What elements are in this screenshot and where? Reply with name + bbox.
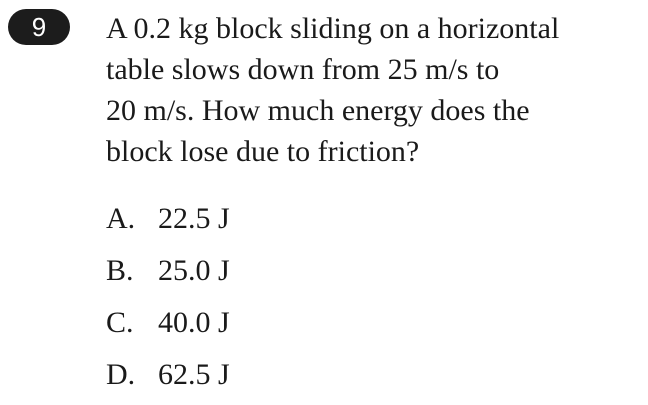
option-c-text: 40.0 J: [158, 306, 230, 339]
question-line-3: 20 m/s. How much energy does the: [106, 94, 530, 127]
option-d-text: 62.5 J: [158, 358, 230, 391]
question-number-badge: 9: [8, 9, 70, 45]
question-line-4: block lose due to friction?: [106, 135, 420, 168]
option-c[interactable]: [106, 301, 230, 353]
question-line-2: table slows down from 25 m/s to: [106, 53, 500, 86]
option-d-letter: D.: [106, 358, 136, 391]
question-text: [106, 8, 646, 172]
option-b-text: 25.0 J: [158, 254, 230, 287]
option-a-letter: A.: [106, 202, 136, 235]
option-a[interactable]: [106, 197, 230, 249]
option-b[interactable]: [106, 249, 230, 301]
option-d[interactable]: [106, 353, 230, 405]
option-b-letter: B.: [106, 254, 134, 287]
question-line-1: A 0.2 kg block sliding on a horizontal: [106, 12, 560, 45]
option-c-letter: C.: [106, 306, 134, 339]
option-a-text: 22.5 J: [158, 202, 230, 235]
answer-options: [106, 197, 230, 405]
